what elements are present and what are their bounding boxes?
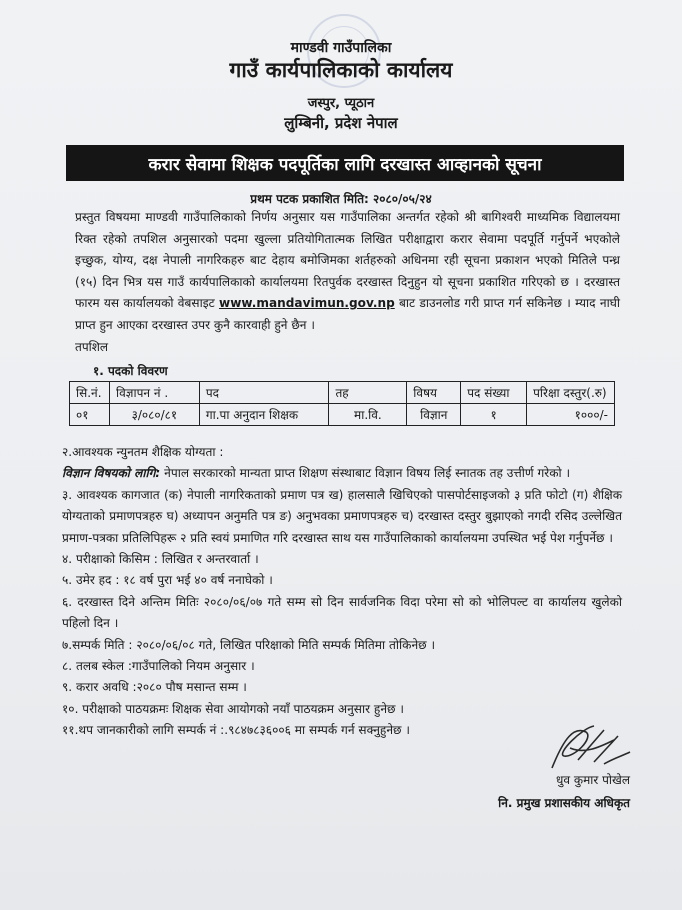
- table-row: [70, 404, 615, 426]
- publication-date: प्रथम पटक प्रकाशित मिति: २०८०/०५/२४: [250, 192, 432, 206]
- requirement-contact-number: ११.थप जानकारीको लागि सम्पर्क नं :.९८४७८३६००६ मा सम्पर्क गर्न सक्नुहुनेछ ।: [62, 723, 410, 738]
- table-header-cell: तह: [329, 382, 407, 404]
- signatory-name: धुव कुमार पोखेल: [556, 773, 630, 787]
- section-post-details-title: १. पदको विवरण: [93, 364, 168, 378]
- requirement-contact-date: ७.सम्पर्क मिति : २०८०/०६/०८ गते, लिखित परिक्षाको मिति सम्पर्क मितिमा तोकिनेछ ।: [62, 637, 436, 652]
- office-name: गाउँ कार्यपालिकाको कार्यालय: [229, 58, 453, 82]
- table-cell: विज्ञान: [407, 404, 461, 426]
- municipality-name: माण्डवी गाउँपालिका: [290, 40, 392, 56]
- notice-title: करार सेवामा शिक्षक पदपूर्तिका लागि दरखास्त आव्हानको सूचना: [148, 154, 542, 175]
- table-cell: १०००/-: [527, 404, 615, 426]
- website-link[interactable]: www.mandavimun.gov.np: [219, 296, 395, 310]
- requirement-age-limit: ५. उमेर हद : १८ वर्ष पुरा भई ४० वर्ष ननाघेको ।: [62, 573, 273, 588]
- requirement-qualification: [62, 463, 622, 484]
- table-header-row: [70, 382, 615, 404]
- table-header-cell: सि.नं.: [70, 382, 110, 404]
- requirement-qualification-title: २.आवश्यक न्युनतम शैक्षिक योग्यता :: [62, 445, 224, 459]
- requirement-syllabus: १०. परीक्षाको पाठयक्रमः शिक्षक सेवा आयोगको नयाँ पाठयक्रम अनुसार हुनेछ ।: [62, 701, 404, 716]
- office-province: लुम्बिनी, प्रदेश नेपाल: [284, 114, 398, 132]
- signatory-block: [498, 771, 630, 811]
- table-cell: ३/०८०/८१: [109, 404, 199, 426]
- table-cell: ०१: [70, 404, 110, 426]
- requirements-list: [62, 442, 622, 742]
- office-address: जस्पुर, प्यूठान: [307, 96, 375, 111]
- table-header-cell: पद संख्या: [461, 382, 527, 404]
- signatory-designation: नि. प्रमुख प्रशासकीय अधिकृत: [498, 796, 630, 810]
- table-cell: गा.पा अनुदान शिक्षक: [199, 404, 329, 426]
- qualification-subject-label: विज्ञान विषयको लागि:: [62, 466, 161, 481]
- requirement-documents: ३. आवश्यक कागजात (क) नेपाली नागरिकताको प्रमाण पत्र ख) हालसालै खिचिएको पासपोर्टसाइजको ३ प्रति फोटो (ग) शैक्षिक योग्यताको प्रमाणपत्रहरु घ) अध्यापन अनुमति पत्र ङ) अनुभवका प्रमाणपत्रहरु च) दरखास्त दस्तुर बुझाएको नगदी रसिद उल्लेखित प्रमाण-पत्रका प्रतिलिपिहरू २ प्रति स्वयं प्रमाणित गरि दरखास्त साथ यस गाउँपालिकाको कार्यालयमा उपस्थित भई पेश गर्नुपर्नेछ ।: [62, 487, 622, 545]
- qualification-text: नेपाल सरकारको मान्यता प्राप्त शिक्षण संस्थाबाट विज्ञान विषय लिई स्नातक तह उत्तीर्ण गरेको ।: [164, 466, 571, 481]
- table-header-cell: विषय: [407, 382, 461, 404]
- notice-body-text-end: बाट डाउनलोड गरी प्राप्त गर्न सकिनेछ । म्याद नाघी प्राप्त हुन आएका दरखास्त उपर कुनै कारवाही हुने छैन ।: [75, 296, 620, 332]
- requirement-exam-type: ४. परीक्षाको किसिम : लिखित र अन्तरवार्ता ।: [62, 552, 259, 567]
- table-cell: १: [461, 404, 527, 426]
- requirement-salary-scale: ८. तलब स्केल :गाउँपालिको नियम अनुसार ।: [62, 659, 255, 674]
- table-header-cell: परिक्षा दस्तुर(.रु): [527, 382, 615, 404]
- requirement-contract-period: ९. करार अवधि :२०८० पौष मसान्त सम्म ।: [62, 680, 247, 695]
- notice-body: [75, 207, 620, 336]
- notice-title-banner: [66, 145, 624, 181]
- notice-body-text: प्रस्तुत विषयमा माण्डवी गाउँपालिकाको निर्णय अनुसार यस गाउँपालिका अन्तर्गत रहेको श्री बागिश्वरी माध्यमिक विद्यालयमा रिक्त रहेको तपशिल अनुसारको पदमा खुल्ला प्रतियोगितात्मक लिखित परीक्षाद्वारा करार सेवामा पदपूर्ति गर्नुपर्ने भएकोले इच्छुक, योग्य, दक्ष नेपाली नागरिकहरु बाट देहाय बमोजिमका शर्तहरुको अधिनमा रही सूचना प्रकाशन भएको मितिले पन्ध्र (१५) दिन भित्र यस गाउँ कार्यपालिकाको कार्यालयमा रितपुर्वक दरखास्त दिनुहुन यो सूचना प्रकाशित गरिएको छ । दरखास्त फारम यस कार्यालयको वेबसाइट: [75, 210, 620, 310]
- post-details-table: [69, 381, 615, 426]
- table-header-cell: पद: [199, 382, 329, 404]
- table-header-cell: विज्ञापन नं .: [109, 382, 199, 404]
- table-cell: मा.वि.: [329, 404, 407, 426]
- requirement-deadline: ६. दरखास्त दिने अन्तिम मितिः २०८०/०६/०७ गते सम्म सो दिन सार्वजनिक विदा परेमा सो को भोलिपल्ट वा कार्यालय खुलेको पहिलो दिन ।: [62, 594, 622, 631]
- signature-icon: [534, 718, 634, 778]
- details-label: तपशिल: [75, 340, 109, 354]
